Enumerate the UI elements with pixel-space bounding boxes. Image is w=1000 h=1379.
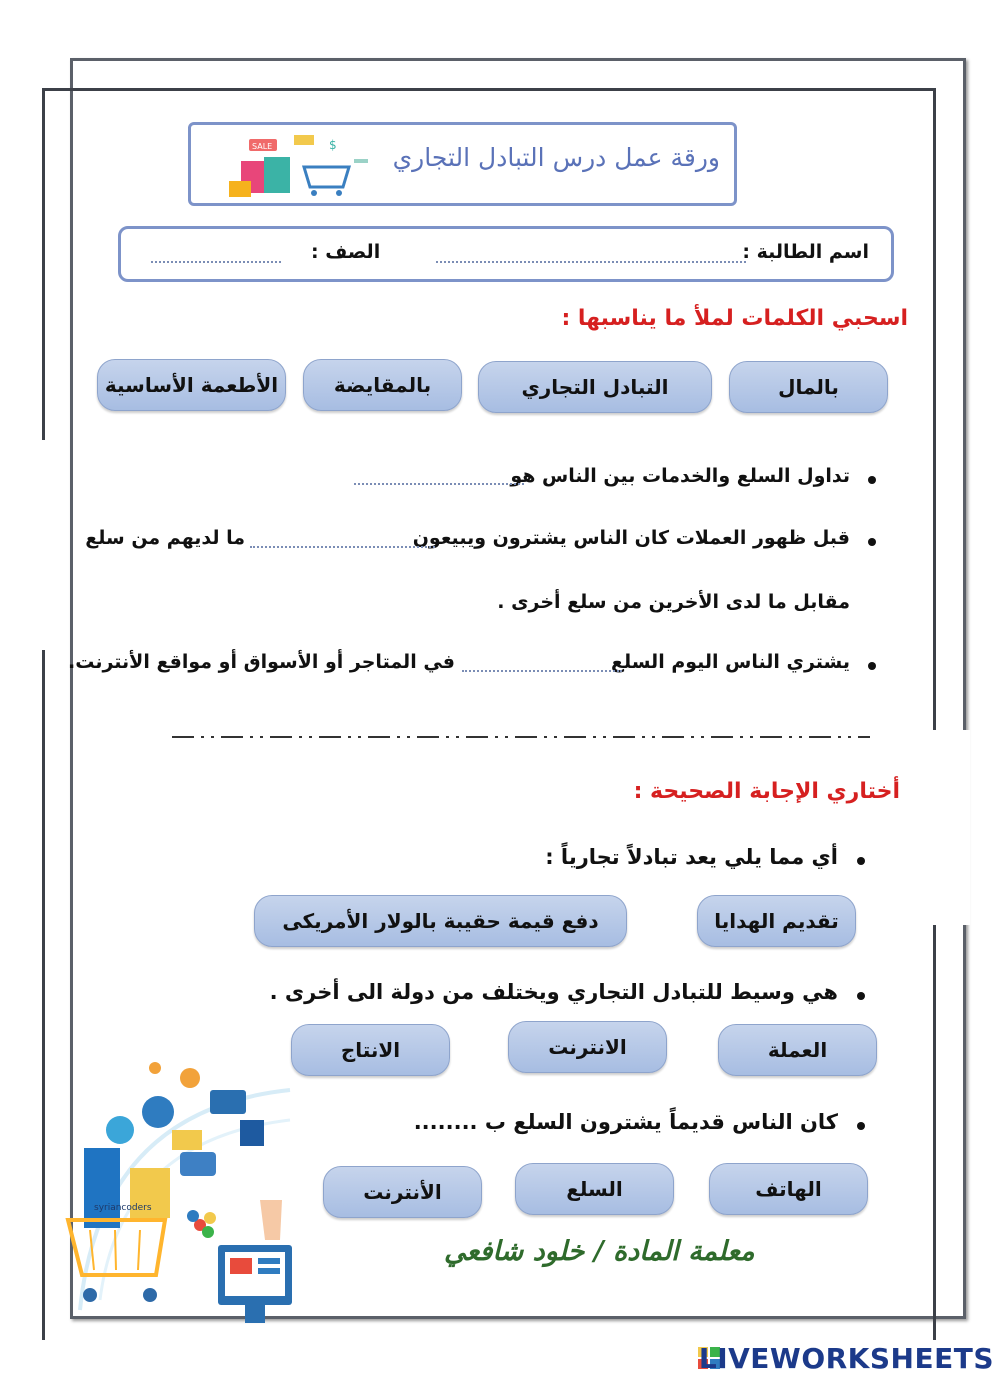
bullet bbox=[857, 857, 865, 865]
answer-option[interactable]: الانتاج bbox=[291, 1024, 450, 1076]
card-icon bbox=[210, 1090, 246, 1114]
frame-gap bbox=[920, 730, 970, 925]
logo-icon bbox=[187, 1210, 216, 1238]
bullet bbox=[857, 1122, 865, 1130]
bullet bbox=[868, 538, 876, 546]
sentence-3a: يشتري الناس اليوم السلع bbox=[610, 651, 850, 673]
blank-2[interactable] bbox=[250, 546, 435, 548]
student-info-box bbox=[118, 226, 894, 282]
section-divider bbox=[172, 734, 870, 740]
word-bank-item[interactable]: التبادل التجاري bbox=[478, 361, 712, 413]
sentence-2a: قبل ظهور العملات كان الناس يشترون ويبيعون bbox=[412, 527, 850, 549]
shopping-illustration bbox=[209, 129, 374, 199]
answer-option[interactable]: العملة bbox=[718, 1024, 877, 1076]
student-name-field[interactable] bbox=[436, 261, 746, 263]
bullet bbox=[868, 476, 876, 484]
worksheet-title: ورقة عمل درس التبادل التجاري bbox=[392, 143, 720, 172]
phone-icon bbox=[240, 1120, 264, 1146]
answer-option[interactable]: تقديم الهدايا bbox=[697, 895, 856, 947]
blank-1[interactable] bbox=[354, 483, 524, 485]
title-box bbox=[188, 122, 737, 206]
globe-icon bbox=[142, 1096, 174, 1128]
sentence-2c: مقابل ما لدى الأخرين من سلع أخرى . bbox=[497, 591, 850, 613]
gear-icon bbox=[180, 1068, 200, 1088]
gift-icon bbox=[229, 181, 251, 197]
shopping-bag-icon bbox=[264, 157, 290, 193]
card-icon bbox=[294, 135, 314, 145]
bullet bbox=[857, 992, 865, 1000]
answer-option[interactable]: السلع bbox=[515, 1163, 674, 1215]
product-box-icon bbox=[84, 1148, 120, 1228]
chat-icon bbox=[106, 1116, 134, 1144]
answer-option[interactable]: الأنترنت bbox=[323, 1166, 482, 1218]
answer-option[interactable]: الهاتف bbox=[709, 1163, 868, 1215]
sale-tag-text: SALE bbox=[252, 142, 273, 151]
question-1: أي مما يلي يعد تبادلاً تجارياً : bbox=[545, 845, 838, 869]
truck-icon bbox=[180, 1152, 216, 1176]
question-2: هي وسيط للتبادل التجاري ويختلف من دولة الى أخرى . bbox=[269, 980, 838, 1004]
dollar-icon: $ bbox=[329, 138, 337, 152]
word-bank-item[interactable]: الأطعمة الأساسية bbox=[97, 359, 286, 411]
sentence-2b: ما لديهم من سلع bbox=[85, 527, 245, 549]
frame-gap bbox=[30, 440, 60, 650]
teacher-signature: معلمة المادة / خلود شافعي bbox=[444, 1236, 755, 1267]
illustration-label: syriancoders bbox=[94, 1203, 152, 1213]
hand-icon bbox=[260, 1200, 282, 1240]
ecommerce-illustration bbox=[60, 1050, 310, 1335]
word-bank-item[interactable]: بالمقايضة bbox=[303, 359, 462, 411]
section2-heading: أختاري الإجابة الصحيحة : bbox=[633, 779, 900, 804]
section1-heading: اسحبي الكلمات لملأ ما يناسبها : bbox=[561, 306, 908, 331]
sentence-1: تداول السلع والخدمات بين الناس هو bbox=[510, 465, 850, 487]
wallet-icon bbox=[172, 1130, 202, 1150]
answer-option[interactable]: دفع قيمة حقيبة بالولار الأمريكى bbox=[254, 895, 627, 947]
answer-option[interactable]: الانترنت bbox=[508, 1021, 667, 1073]
class-label: الصف : bbox=[311, 241, 381, 263]
word-bank-item[interactable]: بالمال bbox=[729, 361, 888, 413]
class-field[interactable] bbox=[151, 261, 281, 263]
student-name-label: اسم الطالبة : bbox=[742, 241, 869, 263]
gear-icon bbox=[149, 1062, 161, 1074]
brand-name: LIVEWORKSHEETS bbox=[698, 1342, 994, 1375]
shopping-cart-icon bbox=[304, 167, 349, 187]
blank-3[interactable] bbox=[462, 670, 622, 672]
question-3: كان الناس قديماً يشترون السلع ب ........ bbox=[413, 1110, 838, 1134]
sentence-3b: في المتاجر أو الأسواق أو مواقع الأنترنت. bbox=[68, 651, 455, 673]
bullet bbox=[868, 662, 876, 670]
